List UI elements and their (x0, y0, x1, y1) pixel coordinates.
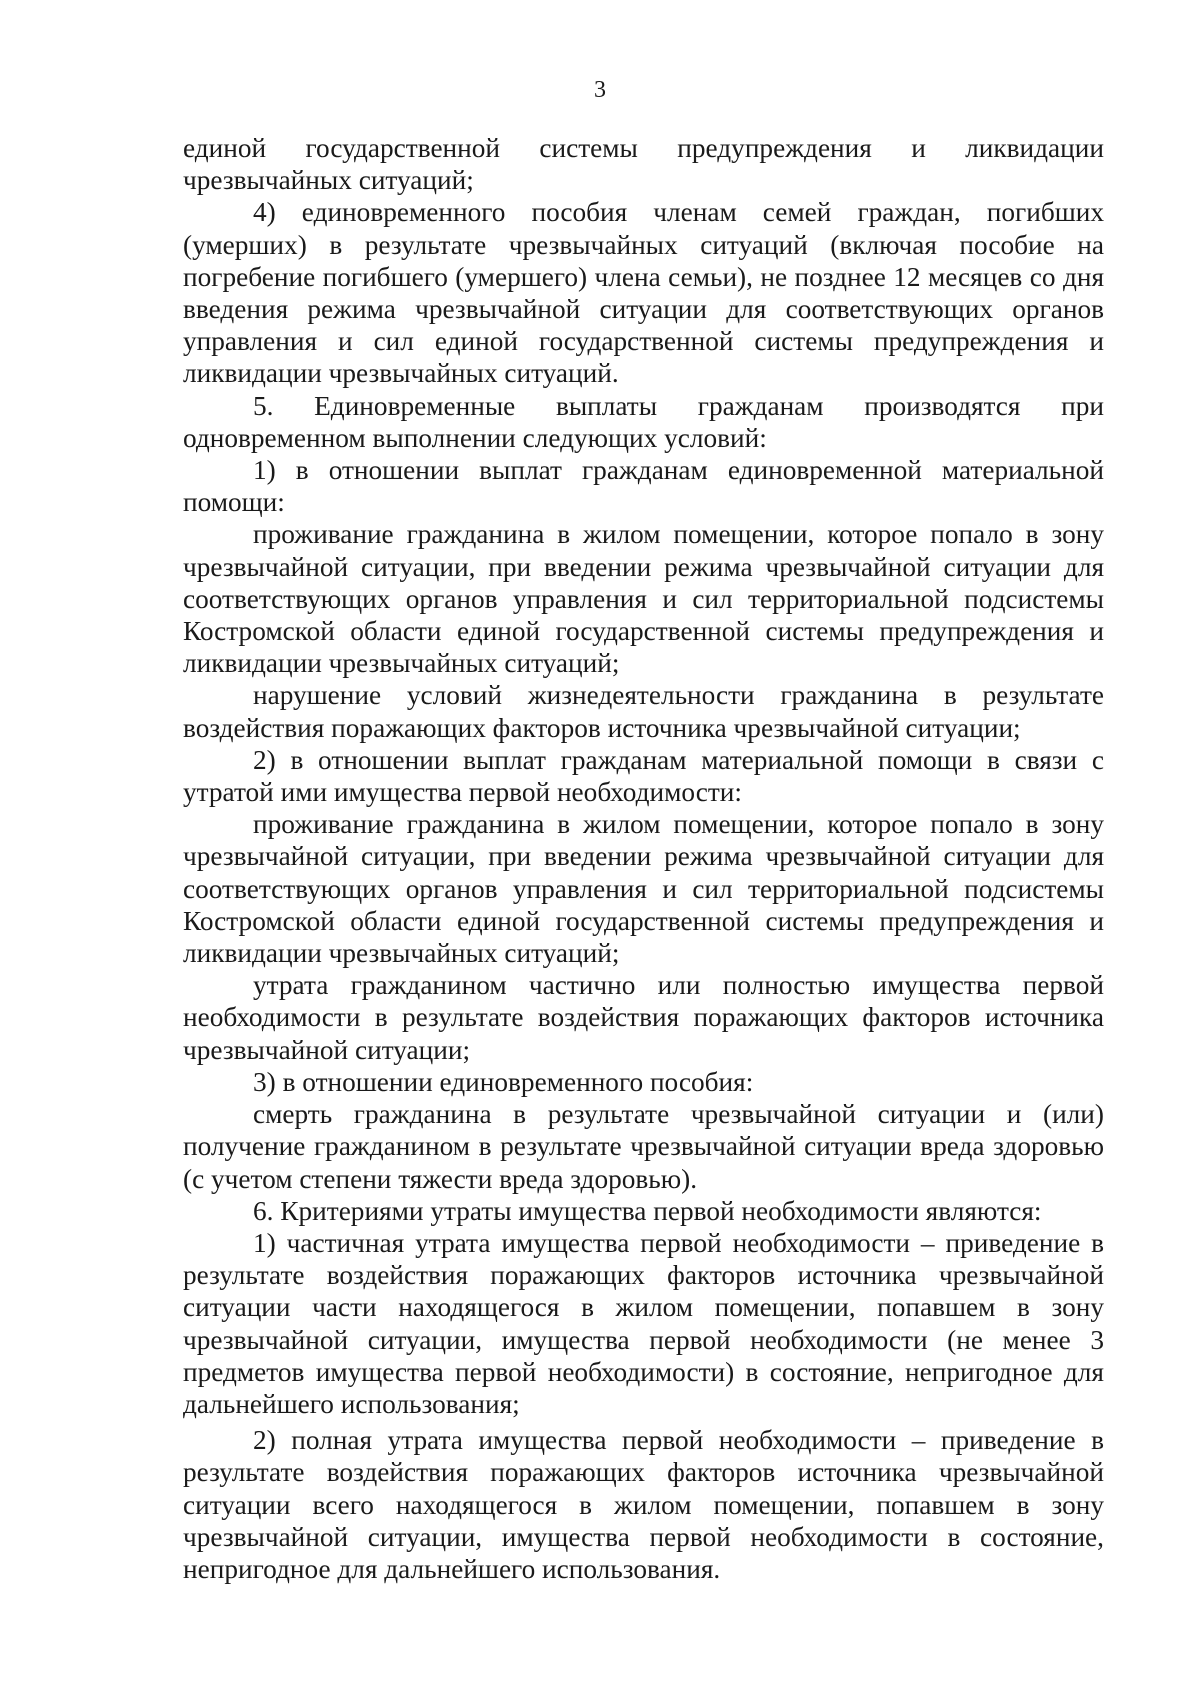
paragraph-condition-3: 3) в отношении единовременного пособия: (253, 1066, 754, 1097)
paragraph-condition-2: 2) в отношении выплат гражданам материальной помощи в связи с утратой ими имущества первой необходимости: (183, 744, 1104, 808)
paragraph-criteria-1: 1) частичная утрата имущества первой необходимости – приведение в результате воздействия поражающих факторов источника чрезвычайной ситуации части находящегося в жилом помещении, попавшем в зону чрезвычайной ситуации, имущества первой необходимости (не менее 3 предметов имущества первой необходимости) в состояние, непригодное для дальнейшего использования; (183, 1227, 1104, 1419)
paragraph-condition-2-residence: проживание гражданина в жилом помещении, которое попало в зону чрезвычайной ситуации, при введении режима чрезвычайной ситуации для соответствующих органов управления и сил территориальной подсистемы Костромской области единой государственной системы предупреждения и ликвидации чрезвычайных ситуаций; (183, 809, 1104, 969)
paragraph-condition-3-death: смерть гражданина в результате чрезвычайной ситуации и (или) получение гражданином в результате чрезвычайной ситуации вреда здоровью (с учетом степени тяжести вреда здоровью). (183, 1099, 1104, 1194)
paragraph-condition-1: 1) в отношении выплат гражданам единовременной материальной помощи: (183, 455, 1104, 518)
paragraph-criteria-2: 2) полная утрата имущества первой необходимости – приведение в результате воздействия поражающих факторов источника чрезвычайной ситуации всего находящегося в жилом помещении, попавшем в зону чрезвычайной ситуации, имущества первой необходимости в состояние, непригодное для дальнейшего использования. (183, 1425, 1104, 1584)
paragraph-section-6: 6. Критериями утраты имущества первой необходимости являются: (253, 1195, 1042, 1226)
document-body (183, 132, 1104, 1585)
paragraph-item-4: 4) единовременного пособия членам семей граждан, погибших (умерших) в результате чрезвычайных ситуаций (включая пособие на погребение погибшего (умершего) члена семьи), не позднее 12 месяцев со дня введения режима чрезвычайной ситуации для соответствующих органов управления и сил единой государственной системы предупреждения и ликвидации чрезвычайных ситуаций. (183, 197, 1104, 389)
page-number: 3 (594, 77, 606, 103)
paragraph-condition-1-disruption: нарушение условий жизнедеятельности гражданина в результате воздействия поражающих факторов источника чрезвычайной ситуации; (183, 680, 1104, 743)
paragraph-section-5: 5. Единовременные выплаты гражданам производятся при одновременном выполнении следующих условий: (183, 390, 1104, 453)
paragraph-condition-1-residence: проживание гражданина в жилом помещении, которое попало в зону чрезвычайной ситуации, при введении режима чрезвычайной ситуации для соответствующих органов управления и сил территориальной подсистемы Костромской области единой государственной системы предупреждения и ликвидации чрезвычайных ситуаций; (183, 519, 1104, 679)
paragraph-continuation: единой государственной системы предупреждения и ликвидации чрезвычайных ситуаций; (183, 133, 1104, 196)
paragraph-condition-2-loss: утрата гражданином частично или полностью имущества первой необходимости в результате воздействия поражающих факторов источника чрезвычайной ситуации; (183, 970, 1104, 1065)
